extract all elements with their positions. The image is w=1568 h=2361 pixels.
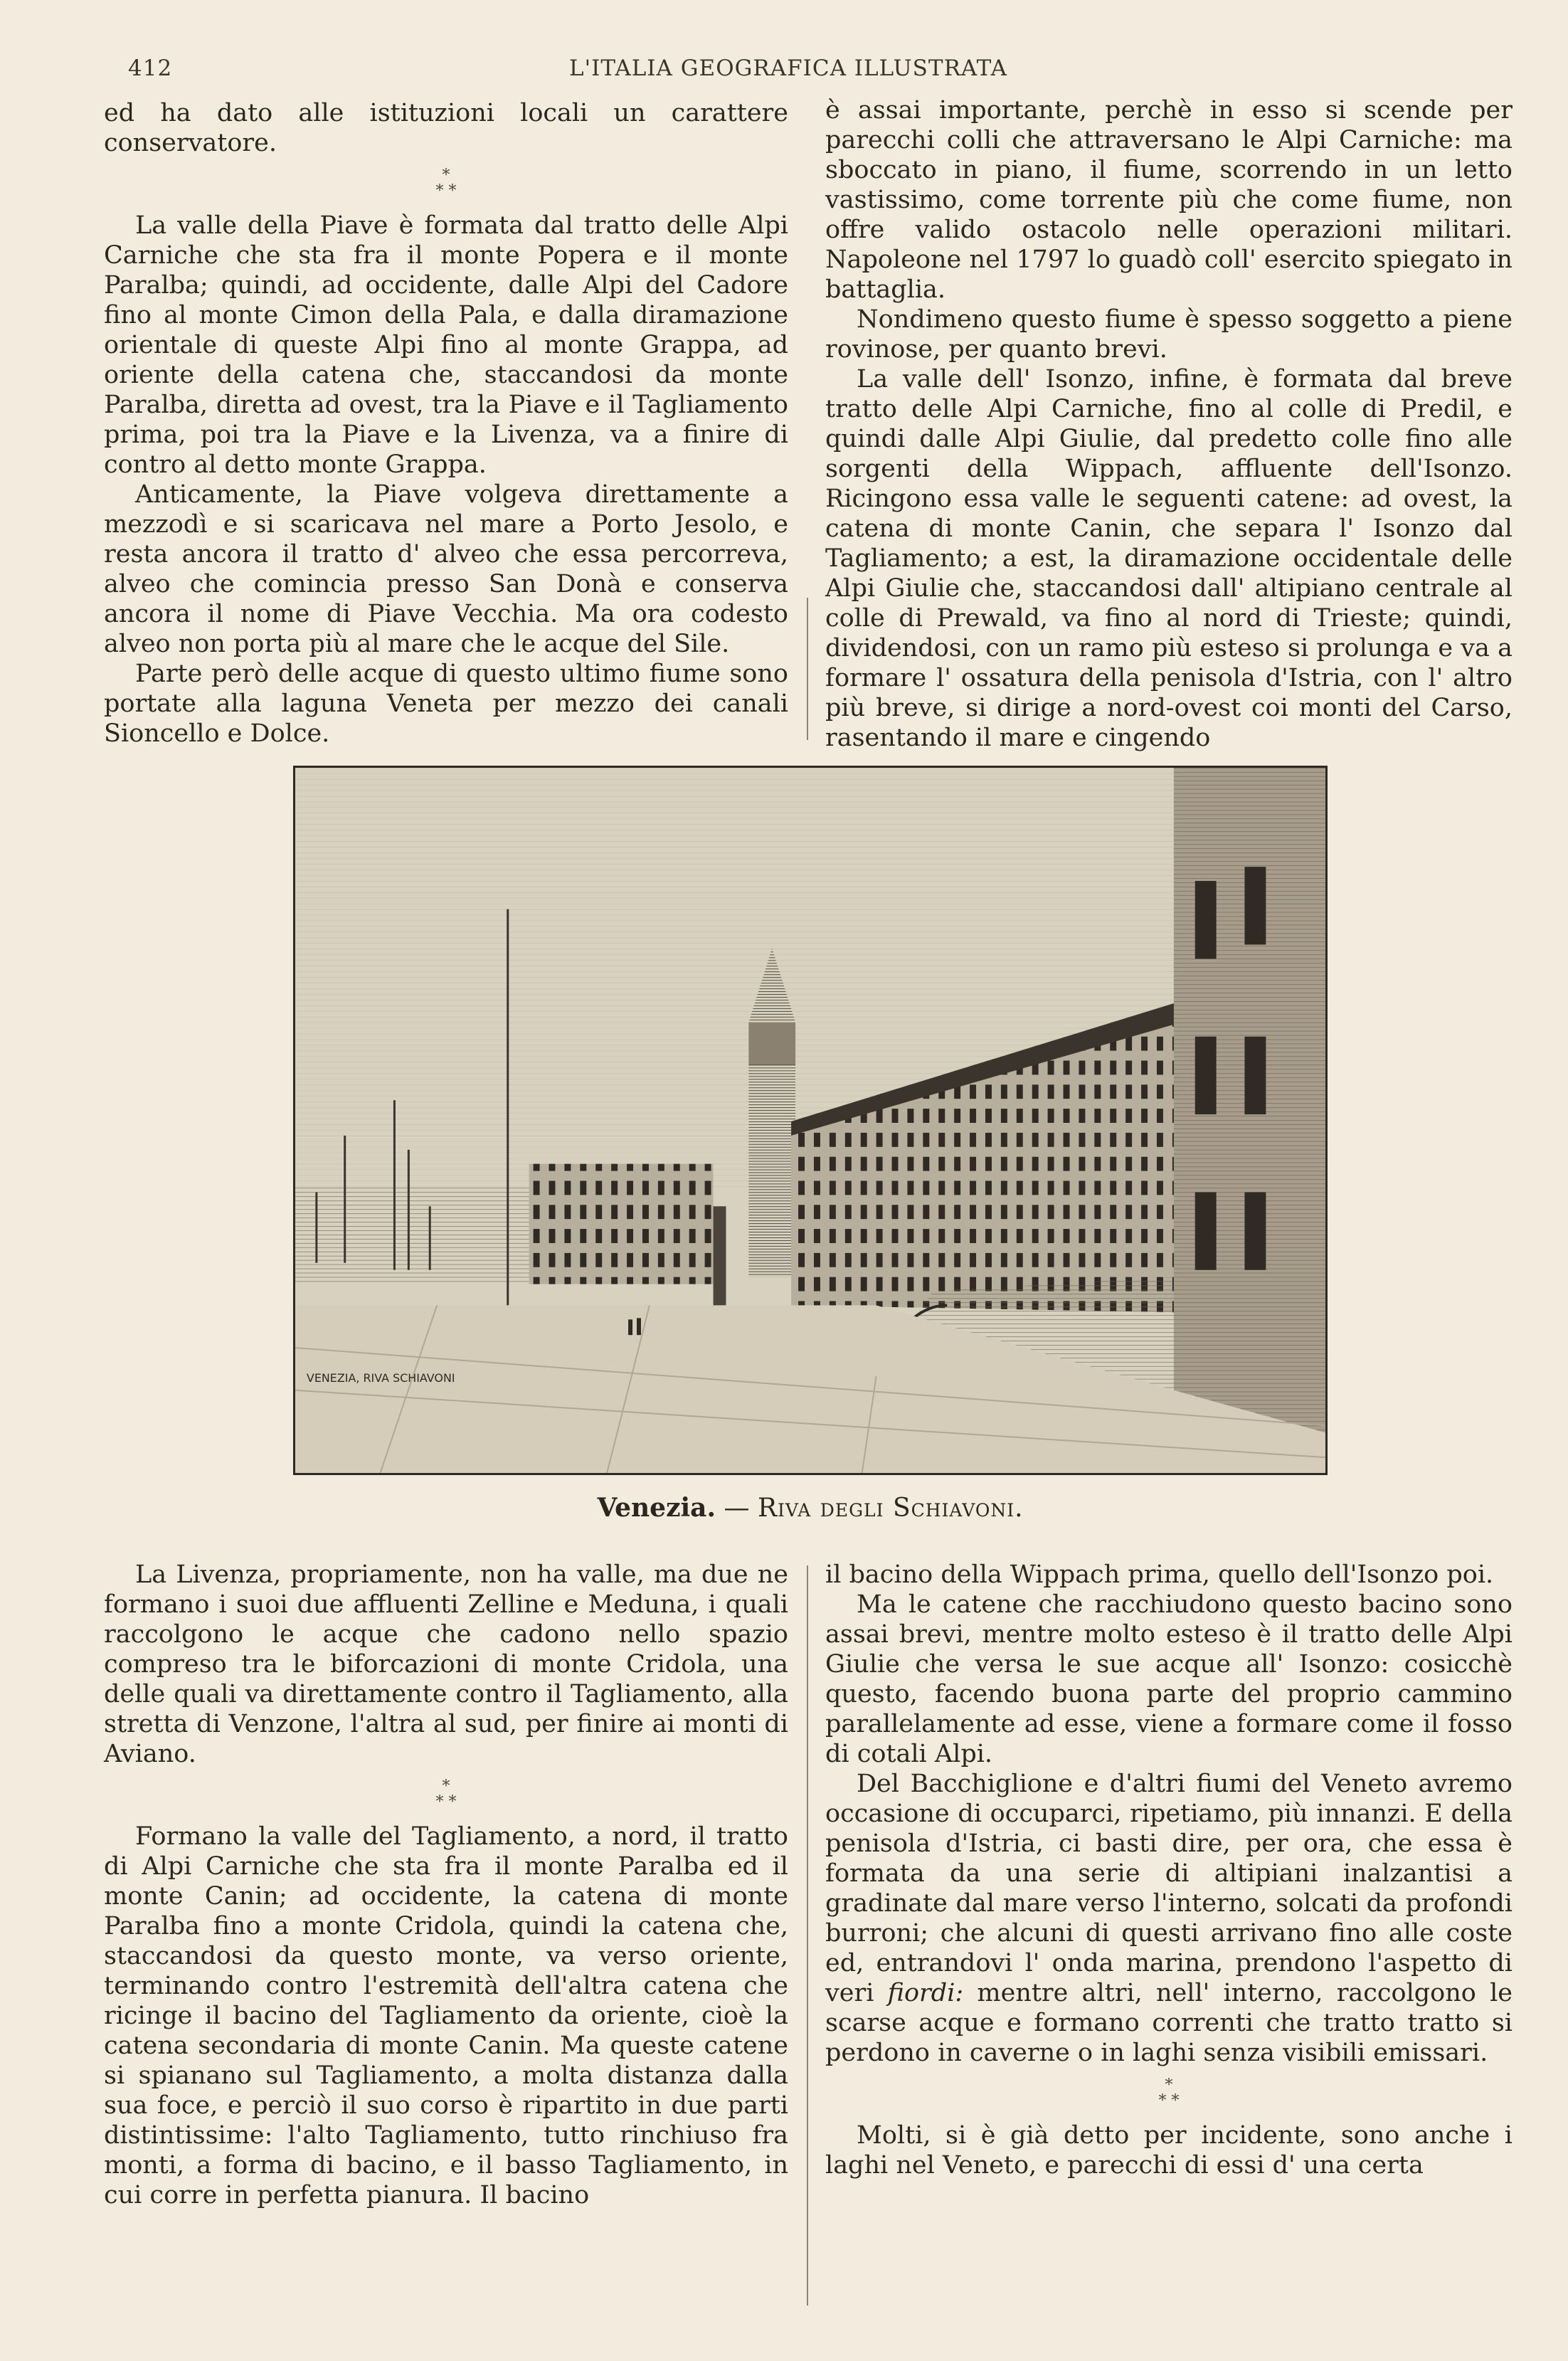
paragraph: La valle della Piave è formata dal tratto delle Alpi Carniche che sta fra il monte Popera e il monte Paralba; quindi, ad occidente, dalle Alpi del Cadore fino al monte Cimon della Pala, e dalla diramazione orientale di queste Alpi fino al monte Grappa, ad oriente della catena che, staccandosi da monte Paralba, diretta ad ovest, tra la Piave e il Tagliamento prima, poi tra la Piave e la Livenza, va a finire di contro al detto monte Grappa. (104, 211, 788, 479)
paragraph: La valle dell' Isonzo, infine, è formata dal breve tratto delle Alpi Carniche, fino al colle di Predil, e quindi dalle Alpi Giulie, dal predetto colle fino alle sorgenti della Wippach, affluente dell'Isonzo. Ricingono essa valle le seguenti catene: ad ovest, la catena di monte Canin, che separa l' Isonzo dal Tagliamento; a est, la diramazione occidentale delle Alpi Giulie che, staccandosi dall' altipiano centrale al colle di Prewald, va fino al nord di Trieste; quindi, dividendosi, con un ramo più esteso si prolunga e va a formare l' ossatura della penisola d'Istria, con l' altro più breve, si dirige a nord-ovest coi monti del Carso, rasentando il mare e cingendo (825, 365, 1513, 752)
caption-dash: — (716, 1494, 758, 1523)
running-title: L'ITALIA GEOGRAFICA ILLUSTRATA (569, 56, 1007, 81)
paragraph: è assai importante, perchè in esso si scende per parecchi colli che attraversano le Alpi Carniche: ma sboccato in piano, il fiume, scorrendo in un letto vastissimo, come torrente più che come fiume, non offre valido ostacolo nelle operazioni militari. Napoleone nel 1797 lo guadò coll' esercito spiegato in battaglia. (825, 96, 1513, 304)
distant-palace (529, 1164, 714, 1284)
paragraph (825, 1769, 1513, 2068)
paragraph: Nondimeno questo fiume è spesso soggetto a piene rovinose, per quanto brevi. (825, 305, 1513, 364)
paragraph: Anticamente, la Piave volgeva direttamente a mezzodì e si scaricava nel mare a Porto Jesolo, e resta ancora il tratto d' alveo che essa percorreva, alveo che comincia presso San Donà e conserva ancora il nome di Piave Vecchia. Ma ora codesto alveo non porta più al mare che le acque del Sile. (104, 480, 788, 658)
section-separator: * * * (435, 167, 457, 200)
illustration-caption (293, 1493, 1328, 1523)
paragraph: Molti, si è già detto per incidente, sono anche i laghi nel Veneto, e parecchi di essi d' una certa (825, 2121, 1513, 2180)
column-bottom-right (825, 1560, 1513, 2180)
text-run: Del Bacchiglione e d'altri fiumi del Veneto avremo occasione di occuparci, ripetiamo, più innanzi. E della penisola d'Istria, ci basti dire, per ora, che essa è formata da una serie di altipiani inalzantisi a gradinate dal mare verso l'interno, solcati da profondi burroni; che alcuni di questi arrivano fino alle coste ed, entrandovi l' onda marina, prendono l'aspetto di veri (825, 1770, 1513, 2007)
foreground-building (1174, 768, 1325, 1432)
column-bottom-left (104, 1560, 788, 2210)
caption-city: Venezia. (597, 1493, 716, 1523)
paragraph: La Livenza, propriamente, non ha valle, ma due ne formano i suoi due affluenti Zelline e Meduna, i quali raccolgono le acque che cadono nello spazio compreso tra le biforcazioni di monte Cridola, una delle quali va direttamente contro il Tagliamento, alla stretta di Venzone, l'altra al sud, per finire ai monti di Aviano. (104, 1560, 788, 1768)
section-separator: * * * (1158, 2076, 1180, 2110)
venice-engraving (295, 768, 1325, 1473)
column-rule (807, 598, 808, 740)
paragraph: Ma le catene che racchiudono questo bacino sono assai brevi, mentre molto esteso è il tratto delle Alpi Giulie che versa le sue acque all' Isonzo: cosicchè questo, facendo buona parte del proprio cammino parallelamente ad esse, viene a formare come il fosso di cotali Alpi. (825, 1590, 1513, 1768)
monument (714, 1206, 726, 1305)
caption-place: Riva degli Schiavoni. (757, 1494, 1024, 1523)
italic-term: fiordi: (887, 1979, 964, 2007)
column-top-right (825, 95, 1513, 753)
paragraph: ed ha dato alle istituzioni locali un carattere conservatore. (104, 99, 788, 157)
section-separator: * * * (435, 1778, 457, 1811)
paragraph: Parte però delle acque di questo ultimo fiume sono portate alla laguna Veneta per mezzo dei canali Sioncello e Dolce. (104, 660, 788, 748)
engraving-illustration (293, 766, 1328, 1475)
paragraph: Formano la valle del Tagliamento, a nord, il tratto di Alpi Carniche che sta fra il monte Paralba ed il monte Canin; ad occidente, la catena di monte Paralba fino a monte Cridola, quindi la catena che, staccandosi da questo monte, va verso oriente, terminando contro l'estremità dell'altra catena che ricinge il bacino del Tagliamento da oriente, cioè la catena secondaria di monte Canin. Ma queste catene si spianano sul Tagliamento, a molta distanza dalla sua foce, e perciò il suo corso è ripartito in due parti distintissime: l'alto Tagliamento, tutto rinchiuso fra monti, a forma di bacino, e il basso Tagliamento, in cui corre in perfetta pianura. Il bacino (104, 1822, 788, 2209)
column-top-left (104, 98, 788, 749)
column-rule (807, 1565, 808, 2305)
page-number: 412 (128, 56, 173, 81)
text-run: mentre altri, nell' interno, raccolgono le scarse acque e formano correnti che tratto tratto si perdono in caverne o in laghi senza visibili emissari. (825, 1979, 1513, 2067)
paragraph: il bacino della Wippach prima, quello dell'Isonzo poi. (825, 1560, 1494, 1589)
engraving-label: VENEZIA, RIVA SCHIAVONI (306, 1370, 455, 1385)
running-head (128, 56, 1046, 88)
